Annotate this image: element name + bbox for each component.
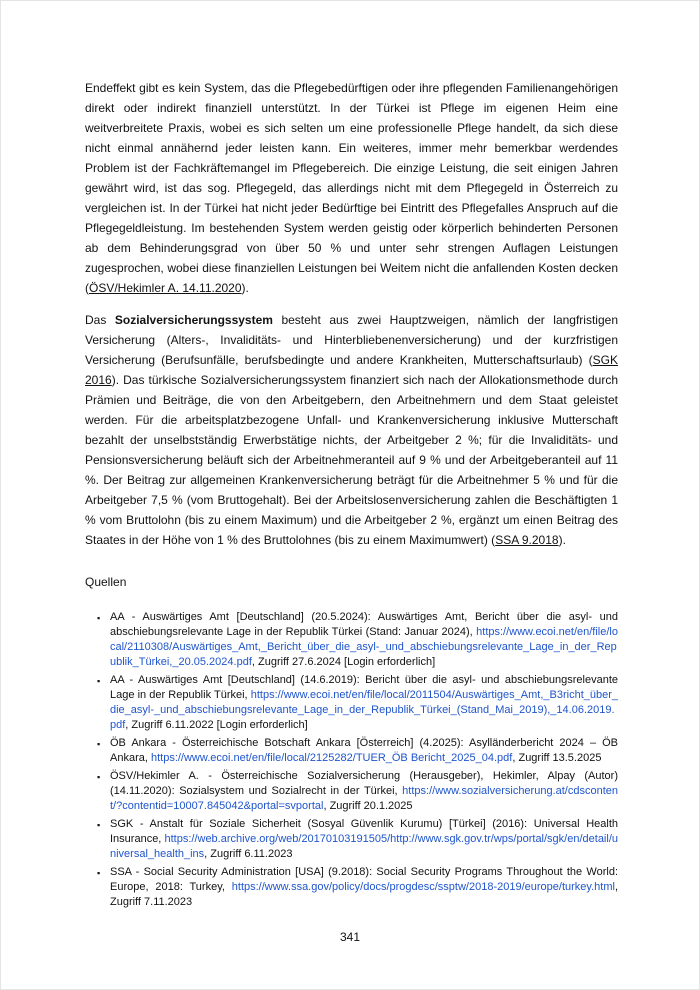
- body-paragraph-care-system: [85, 78, 618, 298]
- text-segment: ÖB Ankara - Österreichische Botschaft Ankara [Österreich] (4.2025): Asylländerbericht 2024 – ÖB Ankara,: [110, 737, 618, 764]
- url-link[interactable]: https://www.ecoi.net/en/file/local/2011504/Auswärtiges_Amt,_B3richt_über_die_asyl-_und_abschiebungsrelevante_Lage_in_der_Republik_Türkei_(Stand_Mai_2019),_14.06.2019.pdf: [110, 689, 618, 731]
- url-link[interactable]: https://www.sozialversicherung.at/cdscontent/?contentid=10007.845042&portal=svportal: [110, 785, 618, 812]
- source-text: [110, 674, 618, 731]
- bullet-icon: ▪: [97, 772, 101, 782]
- text-segment: ÖSV/Hekimler A. - Österreichische Sozialversicherung (Herausgeber), Hekimler, Alpay (Autor) (14.11.2020): Sozialsystem und Sozialrecht in der Türkei,: [110, 770, 618, 797]
- source-text: [110, 866, 618, 908]
- text-segment: besteht aus zwei Hauptzweigen, nämlich der langfristigen Versicherung (Alters-, Invaliditäts- und Hinterbliebenenversicherung) und der kurzfristigen Versicherung (Berufsunfälle, berufsbedingte und andere Krankheiten, Mutterschaftsurlaub) (: [85, 313, 618, 367]
- page-number: 341: [339, 930, 361, 944]
- reference-link[interactable]: SSA 9.2018: [495, 533, 559, 547]
- text-segment: AA - Auswärtiges Amt [Deutschland] (20.5.2024): Auswärtiges Amt, Bericht über die asyl- und abschiebungsrelevante Lage in der Republik Türkei (Stand: Januar 2024),: [110, 611, 618, 638]
- text-segment: , Zugriff 6.11.2022 [Login erforderlich]: [125, 719, 308, 731]
- url-link[interactable]: https://www.ssa.gov/policy/docs/progdesc/ssptw/2018-2019/europe/turkey.html: [231, 881, 615, 893]
- url-link[interactable]: https://www.ecoi.net/en/file/local/2110308/Auswärtiges_Amt,_Bericht_über_die_asyl-_und_abschiebungsrelevante_Lage_in_der_Republik_Türkei,_20.05.2024.pdf: [110, 626, 618, 668]
- text-segment: SGK - Anstalt für Soziale Sicherheit (Sosyal Güvenlik Kurumu) [Türkei] (2016): Universal Health Insurance,: [110, 818, 618, 845]
- page-content: [85, 78, 618, 913]
- text-segment: , Zugriff 27.6.2024 [Login erforderlich]: [251, 656, 436, 668]
- text-segment: SSA - Social Security Administration [USA] (9.2018): Social Security Programs Throughout the World: Europe, 2018: Turkey,: [110, 866, 618, 893]
- bullet-icon: ▪: [97, 613, 101, 623]
- sources-heading: Quellen: [85, 575, 127, 589]
- url-link[interactable]: https://www.ecoi.net/en/file/local/2125282/TUER_ÖB Bericht_2025_04.pdf: [150, 752, 513, 764]
- source-item: [97, 610, 618, 670]
- source-text: [110, 737, 618, 764]
- body-paragraph-social-insurance: [85, 310, 618, 550]
- text-segment: ).: [241, 281, 249, 295]
- text-segment: , Zugriff 13.5.2025: [512, 752, 602, 764]
- source-item: [97, 817, 618, 862]
- bullet-icon: ▪: [97, 739, 101, 749]
- text-segment: , Zugriff 6.11.2023: [204, 848, 293, 860]
- text-segment: AA - Auswärtiges Amt [Deutschland] (14.6.2019): Bericht über die asyl- und abschiebungsrelevante Lage in der Republik Türkei,: [110, 674, 618, 701]
- source-item: [97, 736, 618, 766]
- bullet-icon: ▪: [97, 868, 101, 878]
- reference-link[interactable]: ÖSV/Hekimler A. 14.11.2020: [89, 281, 242, 295]
- source-text: [110, 818, 618, 860]
- bullet-icon: ▪: [97, 676, 101, 686]
- sources-list: [85, 610, 618, 910]
- source-text: [110, 611, 618, 668]
- text-segment: Das: [85, 313, 115, 327]
- source-item: [97, 769, 618, 814]
- source-text: [110, 770, 618, 812]
- source-item: [97, 673, 618, 733]
- text-segment: , Zugriff 20.1.2025: [323, 800, 413, 812]
- text-segment-bold: Sozialversicherungssystem: [114, 313, 273, 327]
- url-link[interactable]: https://web.archive.org/web/20170103191505/http://www.sgk.gov.tr/wps/portal/sgk/en/detail/universal_health_ins: [110, 833, 618, 860]
- text-segment: , Zugriff 7.11.2023: [110, 881, 618, 908]
- source-item: [97, 865, 618, 910]
- text-segment: ). Das türkische Sozialversicherungssystem finanziert sich nach der Allokationsmethode durch Prämien und Beiträge, die von den Arbeitgebern, den Arbeitnehmern und dem Staat geleistet werden. Für die arbeitsplatzbezogene Unfall- und Krankenversicherung inklusive Mutterschaft bezahlt der unselbstständig Erwerbstätige nichts, der Arbeitgeber 2 %; für die Invaliditäts- und Pensionsversicherung beläuft sich der Arbeitnehmeranteil auf 9 % und der Arbeitgeberanteil auf 11 %. Der Beitrag zur allgemeinen Krankenversicherung beträgt für die Arbeitnehmer 5 % und für die Arbeitgeber 7,5 % (vom Bruttogehalt). Bei der Arbeitslosenversicherung zahlen die Beschäftigten 1 % vom Bruttolohn (bis zu einem Maximum) und die Arbeitgeber 2 %, ergänzt um einen Beitrag des Staates in der Höhe von 1 % des Bruttolohnes (bis zu einem Maximumwert) (: [85, 373, 618, 547]
- reference-link[interactable]: SGK 2016: [85, 353, 618, 387]
- text-segment: Endeffekt gibt es kein System, das die Pflegebedürftigen oder ihre pflegenden Familienangehörigen direkt oder indirekt finanziell unterstützt. In der Türkei ist Pflege im eigenen Heim eine weitverbreitete Praxis, wobei es sich selten um eine professionelle Pflege handelt, da sich diese nicht einmal annähernd jeder leisten kann. Ein weiteres, immer mehr bemerkbar werdendes Problem ist der Fachkräftemangel im Pflegebereich. Die einzige Leistung, die seit einigen Jahren gewährt wird, ist das sog. Pflegegeld, das allerdings nicht mit dem Pflegegeld in Österreich zu vergleichen ist. In der Türkei hat nicht jeder Bedürftige bei Eintritt des Pflegefalles Anspruch auf die Pflegegeldleistung. Im bestehenden System werden geistig oder körperlich behinderten Personen ab dem Behinderungsgrad von über 50 % und unter sehr strengen Auflagen Leistungen zugesprochen, wobei diese finanziellen Leistungen bei Weitem nicht die anfallenden Kosten decken (: [85, 81, 618, 295]
- text-segment: ).: [558, 533, 566, 547]
- bullet-icon: ▪: [97, 820, 101, 830]
